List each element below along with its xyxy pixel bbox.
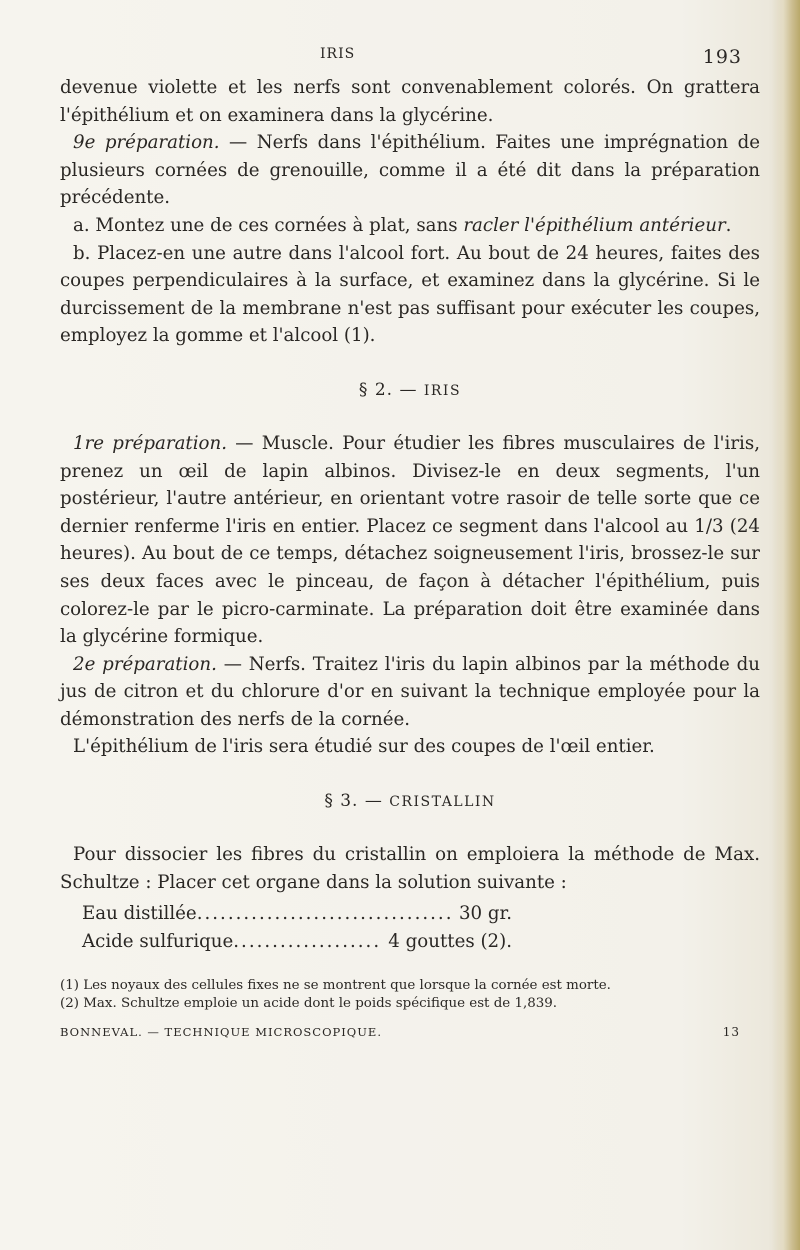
recipe-quantity: 4 gouttes (2). [388,930,512,952]
page-edge [772,0,800,1250]
preparation-heading: 9e préparation. [73,132,220,154]
page-number: 193 [702,46,742,68]
paragraph-text: — Muscle. Pour étudier les fibres musculaires de l'iris, prenez un œil de lapin albinos. Divisez-le en deux segments, l'un postérieur, l'autre antérieur, en orientant votre rasoir de telle sorte que ce dernier renferme l'iris en entier. Placez ce segment dans l'alcool au 1/3 (24 heures). Au bout de ce temps, détachez soigneusement l'iris, brossez-le sur ses deux faces avec le pinceau, de façon à détacher l'épithélium, puis colorez-le par le picro-carminate. La préparation doit être examinée dans la glycérine formique. [60,432,760,648]
footnote-1: (1) Les noyaux des cellules fixes ne se montrent que lorsque la cornée est morte. [60,978,611,994]
section-number: § 2. — [358,379,418,400]
section-heading-cristallin [60,791,760,811]
footnotes [60,977,760,1013]
section-title: CRISTALLIN [389,794,496,811]
paragraph-text: a. Montez une de ces cornées à plat, sans [73,214,464,236]
preparation-heading: 1re préparation. [73,432,227,454]
recipe-row [82,928,512,956]
recipe-ingredient: Acide sulfurique [82,930,234,952]
paragraph-1: devenue violette et les nerfs sont convenablement colorés. On grattera l'épithélium et on examinera dans la glycérine. [60,77,760,126]
paragraph-text: — Nerfs. Traitez l'iris du lapin albinos par la méthode du jus de citron et du chlorure d'or en suivant la technique employée pour la démonstration des nerfs de la cornée. [60,653,760,730]
running-title: IRIS [320,46,356,62]
section-number: § 3. — [324,791,383,812]
section-title: IRIS [423,382,462,399]
paragraph-a [60,212,760,240]
recipe-ingredient: Eau distillée [82,903,197,925]
paragraph-b: b. Placez-en une autre dans l'alcool fort. Au bout de 24 heures, faites des coupes perpendiculaires à la surface, et examinez dans la glycérine. Si le durcissement de la membrane n'est pas suffisant pour exécuter les coupes, employez la gomme et l'alcool (1). [60,242,760,347]
recipe-list [82,900,512,955]
recipe-row [82,900,512,928]
book-signature-line: BONNEVAL. — TECHNIQUE MICROSCOPIQUE. [60,1025,382,1040]
leader-dots [233,928,382,956]
section-heading-iris [60,380,760,400]
signature-mark: 13 [722,1025,740,1040]
paragraph-epithelium-iris: L'épithélium de l'iris sera étudié sur des coupes de l'œil entier. [73,736,655,758]
paragraph-9e-preparation [60,129,760,212]
page-content [60,46,760,1039]
paragraph-2e-preparation [60,651,760,734]
footnote-2: (2) Max. Schultze emploie un acide dont le poids spécifique est de 1,839. [60,996,558,1012]
paragraph-tail: . [725,214,732,236]
preparation-heading: 2e préparation. [73,653,217,675]
paragraph-cristallin: Pour dissocier les fibres du cristallin on emploiera la méthode de Max. Schultze : Placer cet organe dans la solution suivante : [60,844,760,893]
page-footer [60,1025,760,1039]
paragraph-text: — Nerfs dans l'épithélium. Faites une imprégnation de plusieurs cornées de grenouille, comme il a été dit dans la préparation précédente. [60,132,761,209]
leader-dots [197,900,453,928]
italic-phrase: racler l'épithélium antérieur [463,214,726,236]
recipe-quantity: 30 gr. [458,903,512,925]
paragraph-1re-preparation [60,430,760,651]
page-header [60,46,760,74]
